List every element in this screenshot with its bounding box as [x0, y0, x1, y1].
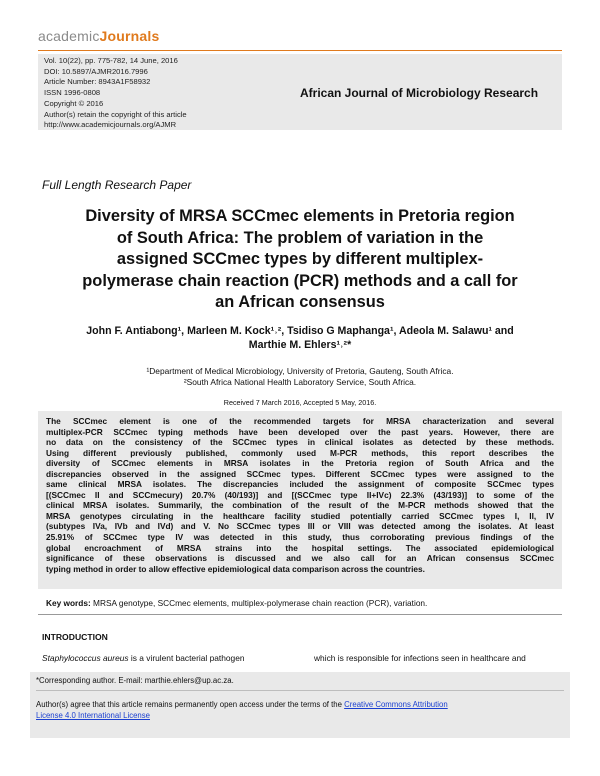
meta-copyright: Copyright © 2016: [44, 98, 104, 108]
journal-name: African Journal of Microbiology Research: [300, 86, 539, 100]
received-dates: Received 7 March 2016, Accepted 5 May, 2016.: [223, 398, 377, 407]
abstract-line: [(SCCmec II and SCCmecury) 20.7% (40/193)] and [(SCCmec type II+IVc) 22.3% (43/193)] to some of the: [46, 489, 554, 500]
logo-journals: Journals: [99, 28, 160, 44]
paper-type: Full Length Research Paper: [42, 178, 192, 192]
keywords: [46, 598, 427, 608]
affiliations: [60, 366, 540, 388]
author-line: John F. Antiabong¹, Marleen M. Kock¹˒², Tsidiso G Maphanga¹, Adeola M. Salawu¹ and: [86, 325, 514, 337]
paper-title: [30, 206, 570, 314]
body-text-left: [42, 653, 245, 663]
body-text-right: which is responsible for infections seen in healthcare and: [314, 653, 526, 663]
meta-volume: Vol. 10(22), pp. 775-782, 14 June, 2016: [44, 56, 178, 65]
header-rule: [38, 50, 562, 51]
species-name: Staphylococcus aureus: [42, 653, 129, 663]
license-notice: [36, 699, 558, 721]
abstract-line: significance of these observations is discussed and we also call for an African consensus SCCmec: [46, 553, 554, 564]
abstract-line: MRSA genotypes circulating in the healthcare facility studied potentially carried SCCmec types I, II, IV: [46, 510, 554, 521]
abstract-line: typing method in order to allow effective epidemiological data comparison across the countries.: [46, 563, 425, 574]
abstract-line: The SCCmec element is one of the recommended targets for MRSA characterization and several: [46, 416, 554, 426]
title-line: an African consensus: [215, 293, 385, 311]
abstract-line: multiplex-PCR SCCmec typing methods have been developed over the past years. However, there are: [46, 426, 554, 437]
abstract-line: no data on the consistency of the SCCmec types in clinical isolates as detected by these methods.: [46, 437, 554, 448]
affiliation: ¹Department of Medical Microbiology, University of Pretoria, Gauteng, South Africa.: [146, 366, 454, 376]
keywords-text: MRSA genotype, SCCmec elements, multiplex-polymerase chain reaction (PCR), variation.: [90, 598, 428, 608]
abstract-line: global encroachment of MRSA strains into the hospital settings. The associated epidemiological: [46, 542, 554, 553]
abstract-line: same clinical MRSA isolates. The discrepancies included the assignment of composite SCCmec types: [46, 479, 554, 490]
meta-article-number: Article Number: 8943A1F58932: [44, 77, 151, 87]
title-line: polymerase chain reaction (PCR) methods and a call for: [82, 271, 518, 290]
abstract-line: discrepancies observed in the assigned SCCmec types. Different SCCmec types were assigned to the: [46, 468, 554, 479]
author-line: Marthie M. Ehlers¹˒²*: [248, 339, 352, 351]
logo-academic: academic: [38, 28, 100, 44]
meta-doi: DOI: 10.5897/AJMR2016.7996: [44, 66, 148, 76]
abstract: [46, 416, 554, 574]
abstract-line: clinical MRSA isolates. Summarily, the combination of the result of the M-PCR methods showed that the: [46, 500, 554, 511]
meta-issn: ISSN 1996-0808: [44, 88, 101, 98]
title-line: assigned SCCmec types by different multiplex-: [116, 250, 484, 268]
affiliation: ²South Africa National Health Laboratory Service, South Africa.: [183, 377, 417, 387]
author-list: [50, 324, 550, 352]
title-line: of South Africa: The problem of variation in the: [116, 228, 484, 247]
abstract-line: (subtypes IVa, IVb and IVd) and V. No SCCmec types III or VIII was detected among the isolates. At least: [46, 521, 554, 532]
body-text: is a virulent bacterial pathogen: [128, 653, 245, 663]
publisher-logo: [38, 28, 159, 44]
keywords-label: Key words:: [46, 598, 91, 608]
title-line: Diversity of MRSA SCCmec elements in Pretoria region: [85, 207, 515, 225]
section-divider: [38, 614, 562, 615]
abstract-line: Using different previously published, commonly used M-PCR methods, this report describes the: [46, 447, 554, 458]
meta-rights: Author(s) retain the copyright of this article: [44, 109, 187, 119]
abstract-line: diversity of SCCmec elements in MRSA isolates in the Pretoria region of South Africa and the: [46, 458, 554, 469]
introduction-heading: INTRODUCTION: [42, 632, 108, 642]
license-link[interactable]: Creative Commons Attribution: [344, 700, 448, 709]
license-text: Author(s) agree that this article remains permanently open access under the terms of the: [36, 700, 345, 709]
abstract-line: 25.91% of SCCmec type IV was detected in this study, thus corroborating previous findings of the: [46, 532, 554, 543]
corresponding-author: *Corresponding author. E-mail: marthie.ehlers@up.ac.za.: [36, 676, 234, 685]
footnote-divider: [36, 690, 564, 691]
article-metadata: [44, 56, 187, 131]
meta-url[interactable]: http://www.academicjournals.org/AJMR: [44, 120, 177, 130]
license-link[interactable]: License 4.0 International License: [36, 711, 150, 720]
